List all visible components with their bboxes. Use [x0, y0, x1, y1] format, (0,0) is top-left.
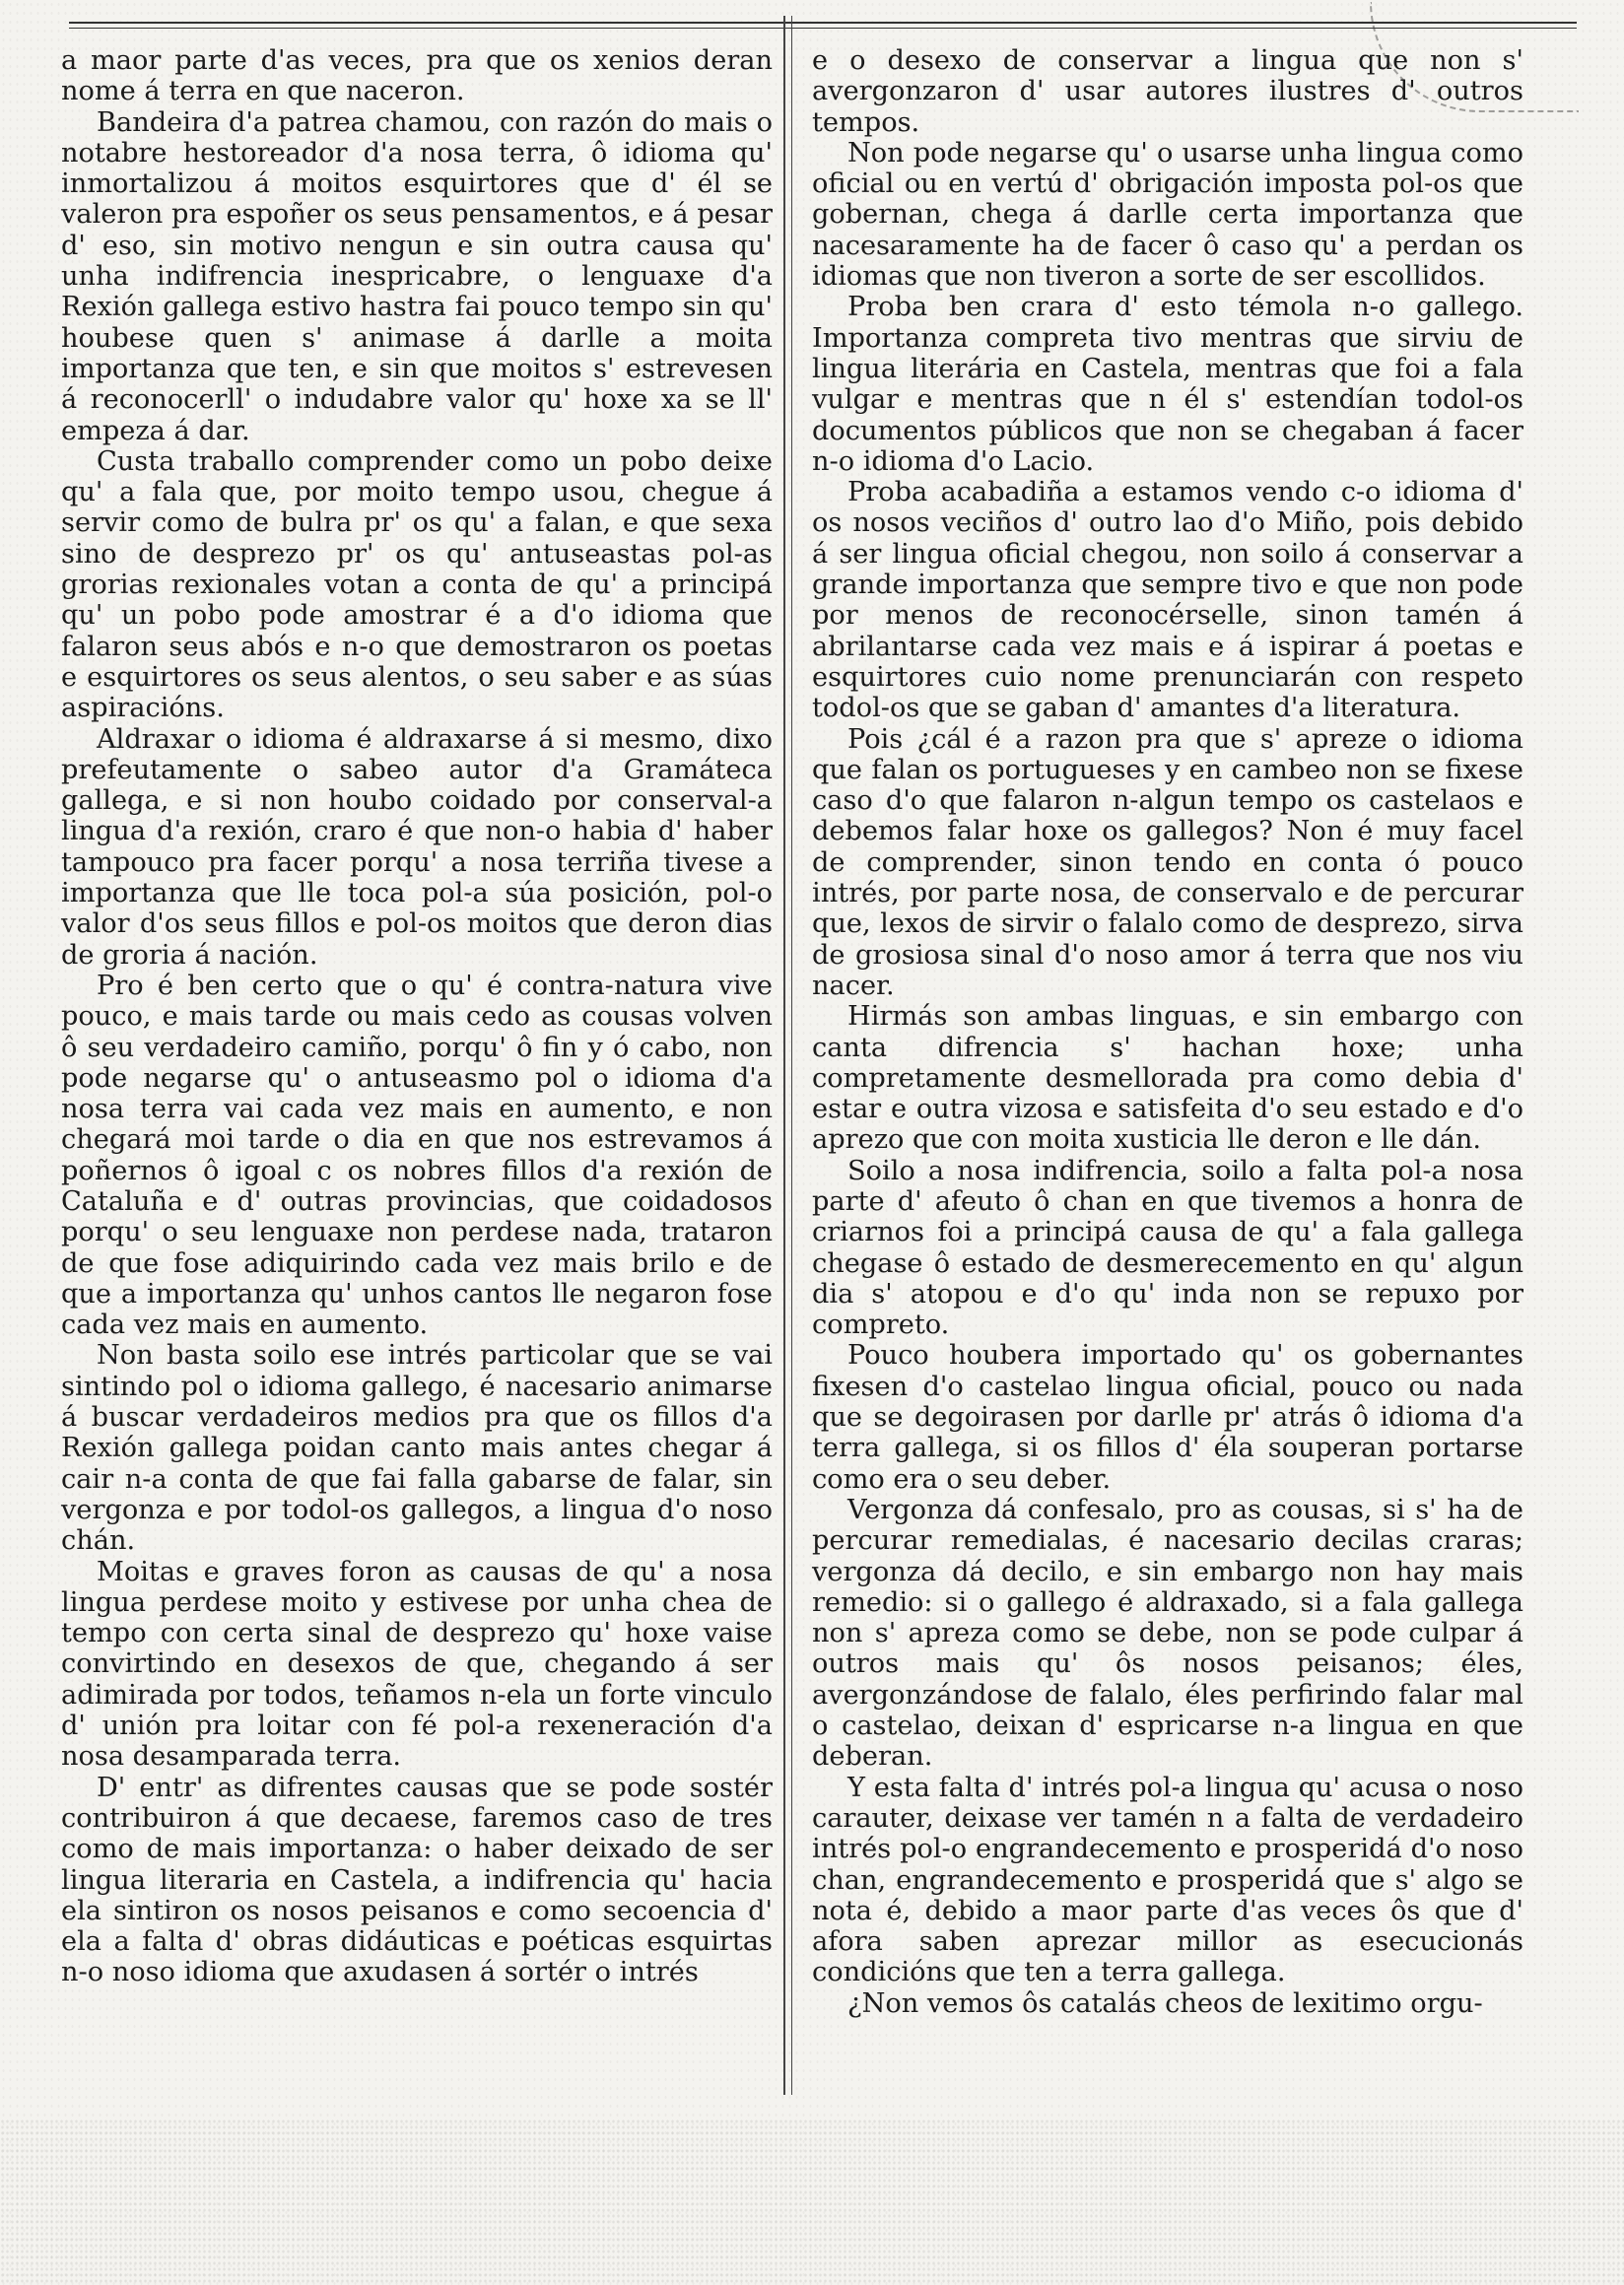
- paragraph: Aldraxar o idioma é aldraxarse á si mesmo, dixo prefeutamente o sabeo autor d'a Gramáteca gallega, e si non houbo coidado por conserval-a lingua d'a rexión, craro é que non-o habia d' haber tampouco pra facer porqu' a nosa terriña tivese a importanza que lle toca pol-a súa posición, pol-o valor d'os seus fillos e pol-os moitos que deron dias de groria á nación.: [61, 723, 773, 971]
- paragraph: Pouco houbera importado qu' os gobernantes fixesen d'o castelao lingua oficial, pouco ou nada que se degoirasen por darlle pr' atrás ô idioma d'a terra gallega, si os fillos d' éla souperan portarse como era o seu deber.: [812, 1340, 1523, 1495]
- paragraph: a maor parte d'as veces, pra que os xenios deran nome á terra en que naceron.: [61, 45, 773, 107]
- bottom-speckle: [0, 2118, 1624, 2285]
- paragraph: Bandeira d'a patrea chamou, con razón do mais o notabre hestoreador d'a nosa terra, ô idioma qu' inmortalizou á moitos esquirtores que d' él se valeron pra espoñer os seus pensamentos, e á pesar d' eso, sin motivo nengun e sin outra causa qu' unha indifrencia inespricabre, o lenguaxe d'a Rexión gallega estivo hastra fai pouco tempo sin qu' houbese quen s' animase á darlle a moita importanza que ten, e sin que moitos s' estrevesen á reconocerll' o indudabre valor qu' hoxe xa se ll' empeza á dar.: [61, 106, 773, 446]
- paragraph: D' entr' as difrentes causas que se pode sostér contribuiron á que decaese, faremos caso de tres como de mais importanza: o haber deixado de ser lingua literaria en Castela, a indifrencia qu' hacia ela sintiron os nosos peisanos e como secoencia d' ela a falta d' obras didáuticas e poéticas esquirtas n-o noso idioma que axudasen á sortér o intrés: [61, 1772, 773, 1988]
- right-column: [812, 45, 1523, 2019]
- paragraph: Pois ¿cál é a razon pra que s' apreze o idioma que falan os portugueses y en cambeo non se fixese caso d'o que falaron n-algun tempo os castelaos e debemos falar hoxe os gallegos? Non é muy facel de comprender, sinon tendo en conta ó pouco intrés, por parte nosa, de conservalo e de percurar que, lexos de sirvir o falalo como de desprezo, sirva de grosiosa sinal d'o noso amor á terra que nos viu nacer.: [812, 723, 1523, 1001]
- paragraph: ¿Non vemos ôs catalás cheos de lexitimo orgu-: [847, 1987, 1483, 2019]
- paragraph: Pro é ben certo que o qu' é contra-natura vive pouco, e mais tarde ou mais cedo as cousas volven ô seu verdadeiro camiño, porqu' ô fin y ó cabo, non pode negarse qu' o antuseasmo pol o idioma d'a nosa terra vai cada vez mais en aumento, e non chegará moi tarde o dia en que nos estrevamos á poñernos ô igoal c os nobres fillos d'a rexión de Cataluña e d' outras provincias, que coidadosos porqu' o seu lenguaxe non perdese nada, trataron de que fose adiquirindo cada vez mais brilo e de que a importanza qu' unhos cantos lle negaron fose cada vez mais en aumento.: [61, 970, 773, 1341]
- top-rule: [69, 22, 1577, 29]
- paragraph: Proba acabadiña a estamos vendo c-o idioma d' os nosos veciños d' outro lao d'o Miño, pois debido á ser lingua oficial chegou, non soilo á conservar a grande importanza que sempre tivo e que non pode por menos de reconocérselle, sinon tamén á abrilantarse cada vez mais e á ispirar á poetas e esquirtores cuio nome prenunciarán con respeto todol-os que se gaban d' amantes d'a literatura.: [812, 477, 1523, 724]
- paragraph: Non basta soilo ese intrés particolar que se vai sintindo pol o idioma gallego, é nacesario animarse á buscar verdadeiros medios pra que os fillos d'a Rexión gallega poidan canto mais antes chegar á cair n-a conta de que fai falla gabarse de falar, sin vergonza e por todol-os gallegos, a lingua d'o noso chán.: [61, 1340, 773, 1557]
- paragraph: Soilo a nosa indifrencia, soilo a falta pol-a nosa parte d' afeuto ô chan en que tivemos a honra de criarnos foi a principá causa de qu' a fala gallega chegase ô estado de desmerecemento en qu' algun dia s' atopou e d'o qu' inda non se repuxo por compreto.: [812, 1155, 1523, 1341]
- paragraph: Custa traballo comprender como un pobo deixe qu' a fala que, por moito tempo usou, chegue á servir como de bulra pr' os qu' a falan, e que sexa sino de desprezo pr' os qu' antuseastas pol-as grorias rexionales votan a conta de qu' a principá qu' un pobo pode amostrar é a d'o idioma que falaron seus abós e n-o que demostraron os poetas e esquirtores os seus alentos, o seu saber e as súas aspiracións.: [61, 445, 773, 724]
- paragraph: Vergonza dá confesalo, pro as cousas, si s' ha de percurar remedialas, é nacesario decilas craras; vergonza dá decilo, e sin embargo non hay mais remedio: si o gallego é aldraxado, si a fala gallega non s' apreza como se debe, non se pode culpar á outros mais qu' ôs nosos peisanos; éles, avergonzándose de falalo, éles perfirindo falar mal o castelao, deixan d' espricarse n-a lingua en que deberan.: [812, 1494, 1523, 1773]
- column-divider: [783, 16, 792, 2095]
- paragraph: Proba ben crara d' esto témola n-o gallego. Importanza compreta tivo mentras que sirviu de lingua literária en Castela, mentras que foi a fala vulgar e mentras que n él s' estendían todol-os documentos públicos que non se chegaban á facer n-o idioma d'o Lacio.: [812, 292, 1523, 477]
- paragraph: Y esta falta d' intrés pol-a lingua qu' acusa o noso carauter, deixase ver tamén n a falta de verdadeiro intrés pol-o engrandecemento e prosperidá d'o noso chan, engrandecemento e prosperidá que s' algo se nota é, debido a maor parte d'as veces ôs que d' afora saben aprezar millor as esecucionás condicións que ten a terra gallega.: [812, 1772, 1523, 1988]
- left-column: [61, 45, 773, 1988]
- paragraph: e o desexo de conservar a lingua que non s' avergonzaron d' usar autores ilustres d' outros tempos.: [812, 45, 1523, 138]
- paragraph: Hirmás son ambas linguas, e sin embargo con canta difrencia s' hachan hoxe; unha compretamente desmellorada pra como debia d' estar e outra vizosa e satisfeita d'o seu estado e d'o aprezo que con moita xusticia lle deron e lle dán.: [812, 1001, 1523, 1156]
- paragraph: Non pode negarse qu' o usarse unha lingua como oficial ou en vertú d' obrigación imposta pol-os que gobernan, chega á darlle certa importanza que nacesaramente ha de facer ô caso qu' a perdan os idiomas que non tiveron a sorte de ser escollidos.: [812, 137, 1523, 293]
- paragraph: Moitas e graves foron as causas de qu' a nosa lingua perdese moito y estivese por unha chea de tempo con certa sinal de desprezo qu' hoxe vaise convirtindo en desexos de que, chegando á ser adimirada por todos, teñamos n-ela un forte vinculo d' unión pra loitar con fé pol-a rexeneración d'a nosa desamparada terra.: [61, 1556, 773, 1773]
